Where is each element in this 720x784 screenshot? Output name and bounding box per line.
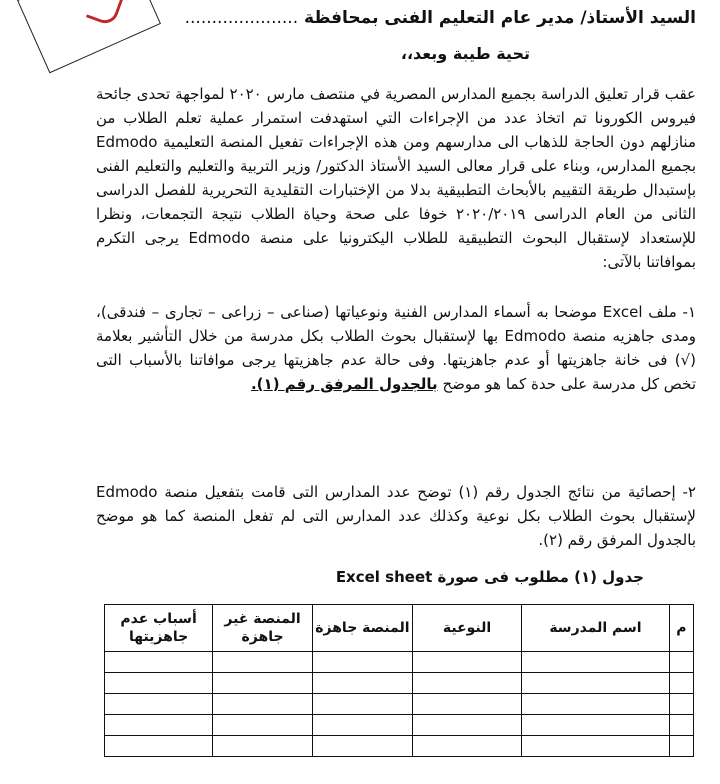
col-header-school-name: اسم المدرسة xyxy=(522,605,670,652)
col-header-number: م xyxy=(669,605,693,652)
table-cell xyxy=(669,694,693,715)
table-cell xyxy=(412,715,521,736)
request-item-1 xyxy=(96,300,696,396)
table-cell xyxy=(669,715,693,736)
item-2-number: ٢- xyxy=(682,483,696,501)
table-cell xyxy=(313,652,413,673)
request-item-2 xyxy=(96,480,696,552)
table-cell xyxy=(522,694,670,715)
table-cell xyxy=(105,715,213,736)
item-2-text: إحصائية من نتائج الجدول رقم (١) توضح عدد المدارس التى قامت بتفعيل منصة Edmodo لإستقبال بحوث الطلاب بكل نوعية وكذلك عدد المدارس التى لم تفعل المنصة كما هو موضح بالجدول المرفق رقم (٢). xyxy=(96,483,696,549)
intro-paragraph: عقب قرار تعليق الدراسة بجميع المدارس المصرية في منتصف مارس ٢٠٢٠ لمواجهة تحدى جائحة فيروس الكورونا تم اتخاذ عدد من الإجراءات التي استهدفت استمرار عملية تعلم الطلاب من منازلهم دون الحاجة للذهاب الى مدارسهم ومن هذه الإجراءات تفعيل المنصة التعليمية Edmodo بجميع المدارس، وبناء على قرار معالى السيد الأستاذ الدكتور/ وزير التربية والتعليم والتعليم الفنى بإستبدال طريقة التقييم بالأبحاث التطبيقية بدلا من الإختبارات التقليدية التحريرية للفصل الدراسى الثانى من العام الدراسى ٢٠٢٠/٢٠١٩ خوفا على صحة وحياة الطلاب نتيجة التجمعات، ونظرا للإستعداد لإستقبال البحوث التطبيقية للطلاب اليكترونيا على منصة Edmodo يرجى التكرم بموافاتنا بالآتى: xyxy=(96,85,697,271)
addressee-text: السيد الأستاذ/ مدير عام التعليم الفنى بمحافظة xyxy=(304,8,696,28)
col-header-type: النوعية xyxy=(412,605,521,652)
table-cell xyxy=(105,736,213,757)
schools-table xyxy=(104,604,694,757)
table-cell xyxy=(522,736,670,757)
table-row xyxy=(105,652,694,673)
table-cell xyxy=(522,652,670,673)
table-row xyxy=(105,736,694,757)
table-row xyxy=(105,715,694,736)
table-cell xyxy=(669,673,693,694)
table-cell xyxy=(213,694,313,715)
table-row xyxy=(105,673,694,694)
table-header-row xyxy=(105,605,694,652)
table-cell xyxy=(313,736,413,757)
table-cell xyxy=(669,652,693,673)
table-cell xyxy=(213,736,313,757)
table-cell xyxy=(522,715,670,736)
greeting: تحية طيبة وبعد،، xyxy=(400,44,530,63)
table-cell xyxy=(313,694,413,715)
table-row xyxy=(105,694,694,715)
table-cell xyxy=(412,736,521,757)
item-1-number: ١- xyxy=(682,303,696,321)
table-cell xyxy=(522,673,670,694)
table-cell xyxy=(412,652,521,673)
table-cell xyxy=(105,652,213,673)
table-cell xyxy=(213,715,313,736)
table-cell xyxy=(213,673,313,694)
col-header-reasons: أسباب عدم جاهزيتها xyxy=(105,605,213,652)
item-1-table-reference: بالجدول المرفق رقم (١). xyxy=(250,375,438,393)
table-cell xyxy=(213,652,313,673)
addressee-dots: ..................... xyxy=(184,8,299,28)
table-body xyxy=(105,652,694,757)
col-header-platform-ready: المنصة جاهزة xyxy=(313,605,413,652)
col-header-platform-not-ready: المنصة غير جاهزة xyxy=(213,605,313,652)
table-cell xyxy=(313,673,413,694)
table-cell xyxy=(412,694,521,715)
table-caption: جدول (١) مطلوب فى صورة Excel sheet xyxy=(335,568,644,586)
table-cell xyxy=(669,736,693,757)
table-cell xyxy=(105,694,213,715)
addressee-line xyxy=(185,8,696,28)
table-cell xyxy=(105,673,213,694)
table-cell xyxy=(313,715,413,736)
table-cell xyxy=(412,673,521,694)
item-1-text: ملف Excel موضحا به أسماء المدارس الفنية ونوعياتها (صناعى – زراعى – تجارى – فندقى)، ومدى جاهزيه منصة Edmodo بها لإستقبال بحوث الطلاب بكل مدرسة من خلال التأشير بعلامة (√) فى خانة جاهزيتها أو عدم جاهزيتها. وفى حالة عدم جاهزيتها يرجى موافاتنا بالأسباب التى تخص كل مدرسة على حدة كما هو موضح xyxy=(96,303,696,393)
